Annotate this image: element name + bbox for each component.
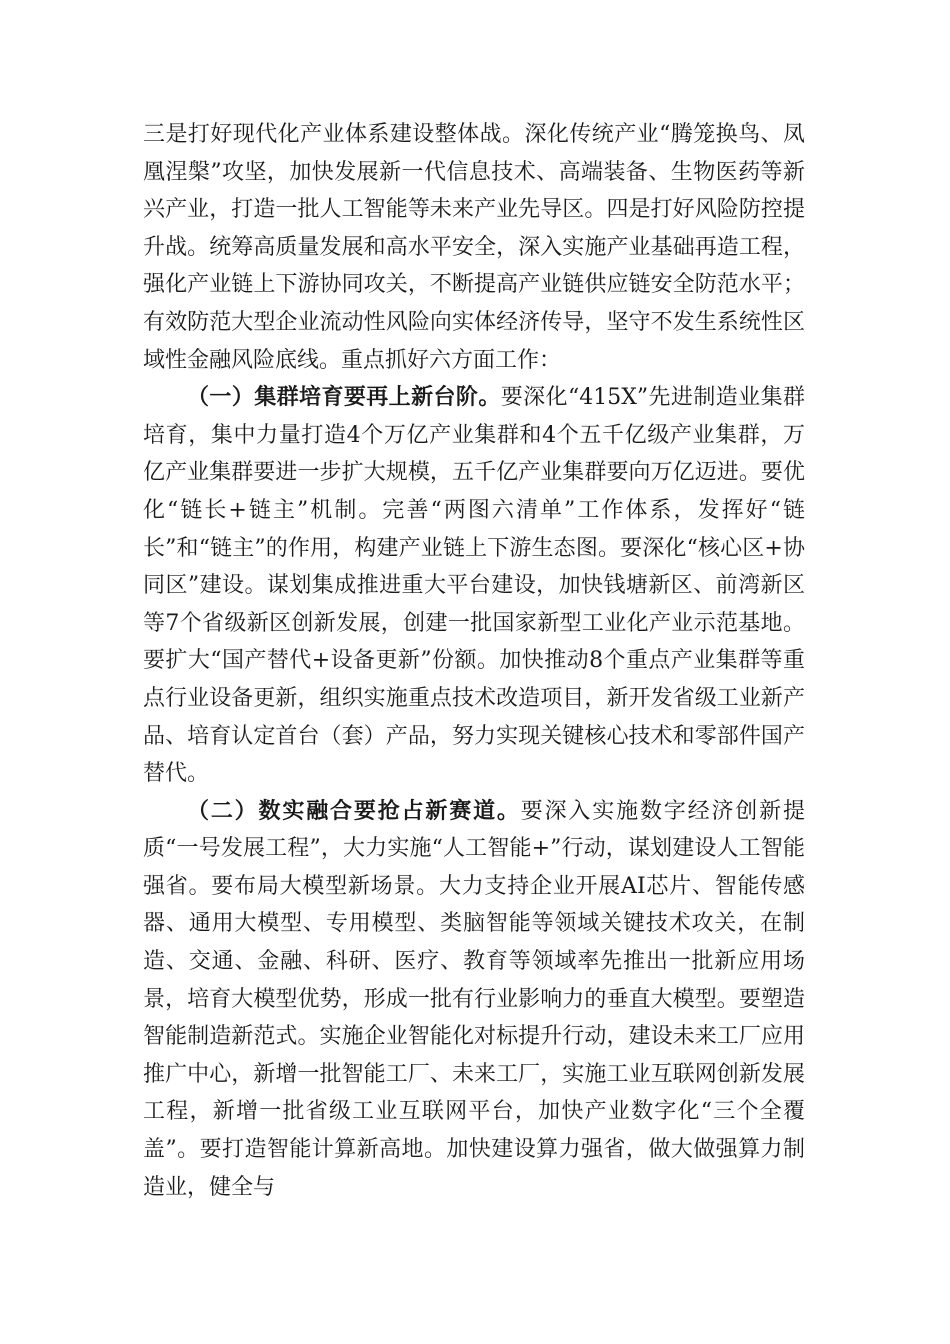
section-heading: （二）数实融合要抢占新赛道。: [187, 797, 521, 824]
section-heading: （一）集群培育要再上新台阶。: [187, 384, 501, 411]
paragraph-text: 要深化“415X”先进制造业集群培育，集中力量打造4个万亿产业集群和4个五千亿级产业集群，万亿产业集群要进一步扩大规模，五千亿产业集群要向万亿迈进。要优化“链长+链主”机制。完善“两图六清单”工作体系，发挥好“链长”和“链主”的作用，构建产业链上下游生态图。要深化“核心区+协同区”建设。谋划集成推进重大平台建设，加快钱塘新区、前湾新区等7个省级新区创新发展，创建一批国家新型工业化产业示范基地。要扩大“国产替代+设备更新”份额。加快推动8个重点产业集群等重点行业设备更新，组织实施重点技术改造项目，新开发省级工业新产品、培育认定首台（套）产品，努力实现关键核心技术和零部件国产替代。: [143, 385, 805, 787]
paragraph-intro: [143, 116, 805, 379]
document-page: [143, 116, 805, 1206]
paragraph-text: 三是打好现代化产业体系建设整体战。深化传统产业“腾笼换鸟、凤凰涅槃”攻坚，加快发展新一代信息技术、高端装备、生物医药等新兴产业，打造一批人工智能等未来产业先导区。四是打好风险防控提升战。统筹高质量发展和高水平安全，深入实施产业基础再造工程，强化产业链上下游协同攻关，不断提高产业链供应链安全防范水平；有效防范大型企业流动性风险向实体经济传导，坚守不发生系统性区域性金融风险底线。重点抓好六方面工作：: [143, 122, 805, 373]
paragraph-text: 要深入实施数字经济创新提质“一号发展工程”，大力实施“人工智能+”行动，谋划建设人工智能强省。要布局大模型新场景。大力支持企业开展AI芯片、智能传感器、通用大模型、专用模型、类脑智能等领域关键技术攻关，在制造、交通、金融、科研、医疗、教育等领域率先推出一批新应用场景，培育大模型优势，形成一批有行业影响力的垂直大模型。要塑造智能制造新范式。实施企业智能化对标提升行动，建设未来工厂应用推广中心，新增一批智能工厂、未来工厂，实施工业互联网创新发展工程，新增一批省级工业互联网平台，加快产业数字化“三个全覆盖”。要打造智能计算新高地。加快建设算力强省，做大做强算力制造业，健全与: [143, 798, 805, 1200]
paragraph-section-1: [143, 379, 805, 793]
paragraph-section-2: [143, 793, 805, 1207]
